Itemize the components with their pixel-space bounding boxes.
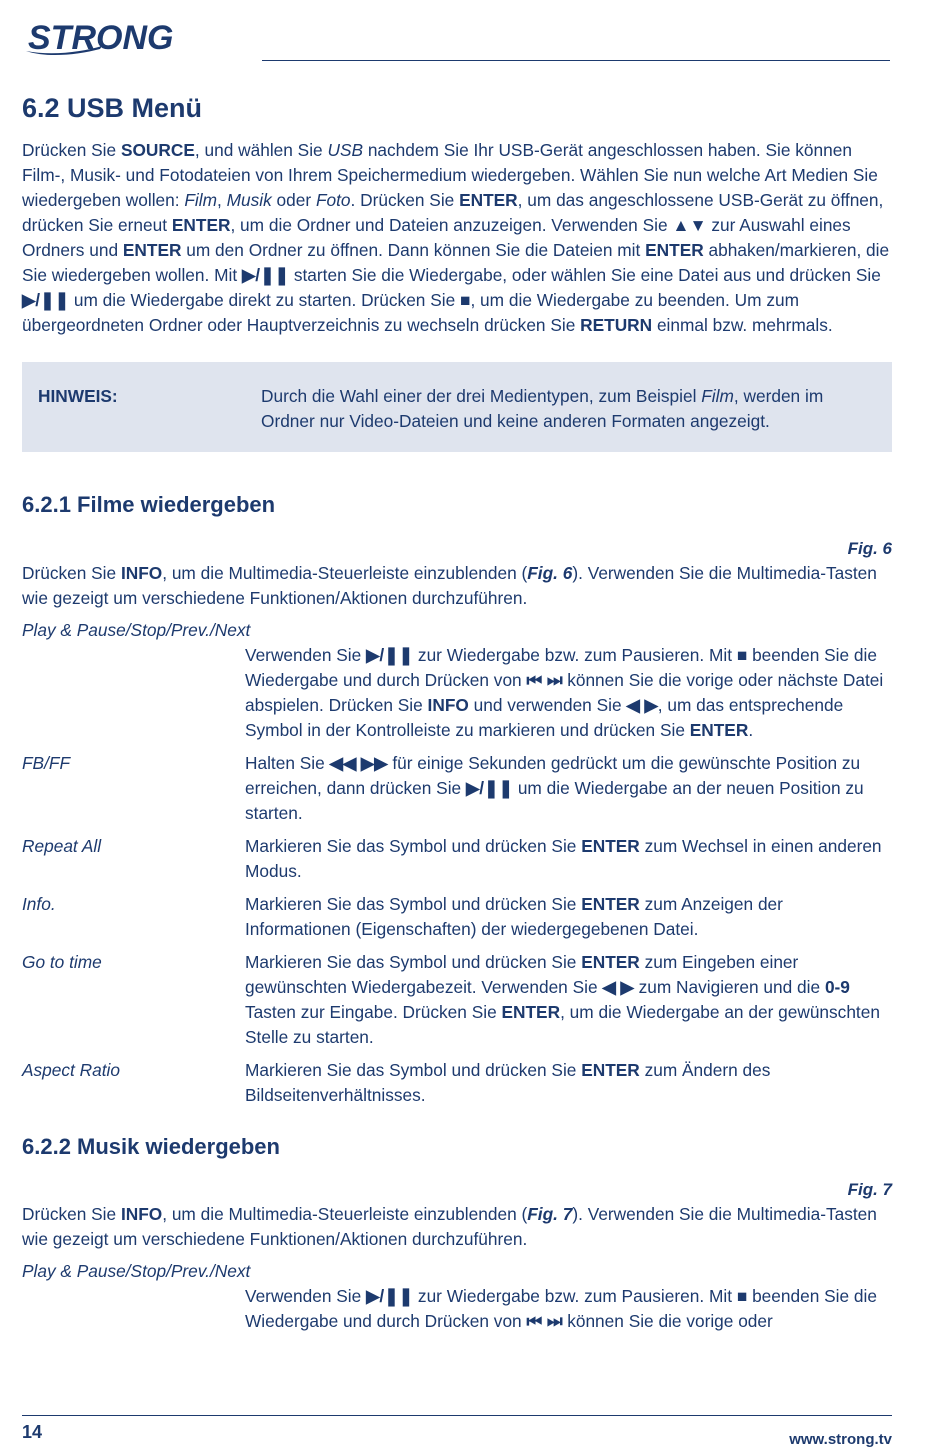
footer-rule: [22, 1415, 892, 1416]
definition-text: Markieren Sie das Symbol und drücken Sie ENTER zum Ändern des Bildseitenverhältnisses.: [245, 1059, 771, 1105]
subsection-title: 6.2.1 Filme wiedergeben: [22, 492, 276, 518]
definition-row: [22, 1058, 892, 1108]
note-box: [22, 362, 892, 452]
page-number: 14: [22, 1422, 43, 1442]
figure-label: Fig. 6: [847, 538, 892, 558]
subsection-title: 6.2.2 Musik wiedergeben: [22, 1133, 280, 1159]
subsection-intro: Drücken Sie INFO, um die Multimedia-Steuerleiste einzublenden (Fig. 7). Verwenden Sie die Multimedia-Tasten wie gezeigt um verschiedene Funktionen/Aktionen durchzuführen.: [22, 1204, 877, 1250]
definition-row: [22, 892, 892, 942]
definition-text: Markieren Sie das Symbol und drücken Sie ENTER zum Eingeben einer gewünschten Wiedergabezeit. Verwenden Sie ◀ ▶ zum Navigieren und die 0-9 Tasten zur Eingabe. Drücken Sie ENTER, um die Wiedergabe an der gewünschten Stelle zu starten.: [245, 951, 880, 1047]
svg-text:STRONG: STRONG: [28, 19, 174, 57]
note-text: Durch die Wahl einer der drei Medientypen, zum Beispiel Film, werden im Ordner nur Video-Dateien und keine anderen Formaten angezeigt.: [261, 386, 824, 432]
definition-row: [22, 834, 892, 884]
definition-row: [22, 1284, 892, 1334]
subsection-musik: [22, 1134, 892, 1334]
definition-text: Verwenden Sie ▶/❚❚ zur Wiedergabe bzw. zum Pausieren. Mit ■ beenden Sie die Wiedergabe und durch Drücken von ⏮ ⏭ können Sie die vorige oder: [245, 1286, 877, 1332]
definition-row: [22, 950, 892, 1050]
definition-term: FB/FF: [22, 752, 70, 773]
definition-text: Verwenden Sie ▶/❚❚ zur Wiedergabe bzw. zum Pausieren. Mit ■ beenden Sie die Wiedergabe und durch Drücken von ⏮ ⏭ können Sie die vorige oder nächste Datei abspielen. Drücken Sie INFO und verwenden Sie ◀ ▶, um das entsprechende Symbol in der Kontrolleiste zu markieren und drücken Sie ENTER.: [245, 644, 884, 740]
definition-term: Repeat All: [22, 835, 102, 856]
definition-term: Go to time: [22, 951, 102, 972]
subsection-intro: Drücken Sie INFO, um die Multimedia-Steuerleiste einzublenden (Fig. 6). Verwenden Sie die Multimedia-Tasten wie gezeigt um verschiedene Funktionen/Aktionen durchzuführen.: [22, 562, 877, 608]
definition-row: [22, 751, 892, 826]
definition-term: Play & Pause/Stop/Prev./Next: [22, 619, 251, 640]
definition-term: Play & Pause/Stop/Prev./Next: [22, 1261, 251, 1282]
section-title: 6.2 USB Menü: [22, 93, 203, 123]
definition-text: Markieren Sie das Symbol und drücken Sie ENTER zum Wechsel in einen anderen Modus.: [245, 835, 882, 881]
definition-row: [22, 643, 892, 743]
definition-text: Markieren Sie das Symbol und drücken Sie ENTER zum Anzeigen der Informationen (Eigenschaften) der wiedergegebenen Datei.: [245, 893, 783, 939]
note-label: HINWEIS:: [38, 386, 118, 407]
definition-list: [22, 751, 892, 1108]
website-link[interactable]: www.strong.tv: [789, 1431, 892, 1448]
section-intro: Drücken Sie SOURCE, und wählen Sie USB nachdem Sie Ihr USB-Gerät angeschlossen haben. Sie können Film-, Musik- und Fotodateien von Ihrem Speichermedium wiedergeben. Wählen Sie nun welche Art Medien Sie wiedergeben wollen: Film, Musik oder Foto. Drücken Sie ENTER, um das angeschlossene USB-Gerät zu öffnen, drücken Sie erneut ENTER, um die Ordner und Dateien anzuzeigen. Verwenden Sie ▲▼ zur Auswahl eines Ordners und ENTER um den Ordner zu öffnen. Dann können Sie die Dateien mit ENTER abhaken/markieren, die Sie wiedergeben wollen. Mit ▶/❚❚ starten Sie die Wiedergabe, oder wählen Sie eine Datei aus und drücken Sie ▶/❚❚ um die Wiedergabe direkt zu starten. Drücken Sie ■, um die Wiedergabe zu beenden. Um zum übergeordneten Ordner oder Hauptverzeichnis zu wechseln drücken Sie RETURN einmal bzw. mehrmals.: [22, 140, 890, 336]
definition-term: Aspect Ratio: [22, 1059, 120, 1080]
strong-logo: [22, 18, 227, 58]
definition-text: Halten Sie ◀◀ ▶▶ für einige Sekunden gedrückt um die gewünschte Position zu erreichen, dann drücken Sie ▶/❚❚ um die Wiedergabe an der neuen Position zu starten.: [245, 752, 864, 823]
subsection-filme: [22, 492, 892, 1107]
definition-term: Info.: [22, 893, 56, 914]
page-content: [22, 92, 892, 1334]
figure-label: Fig. 7: [847, 1180, 892, 1200]
header-rule: [262, 60, 890, 61]
